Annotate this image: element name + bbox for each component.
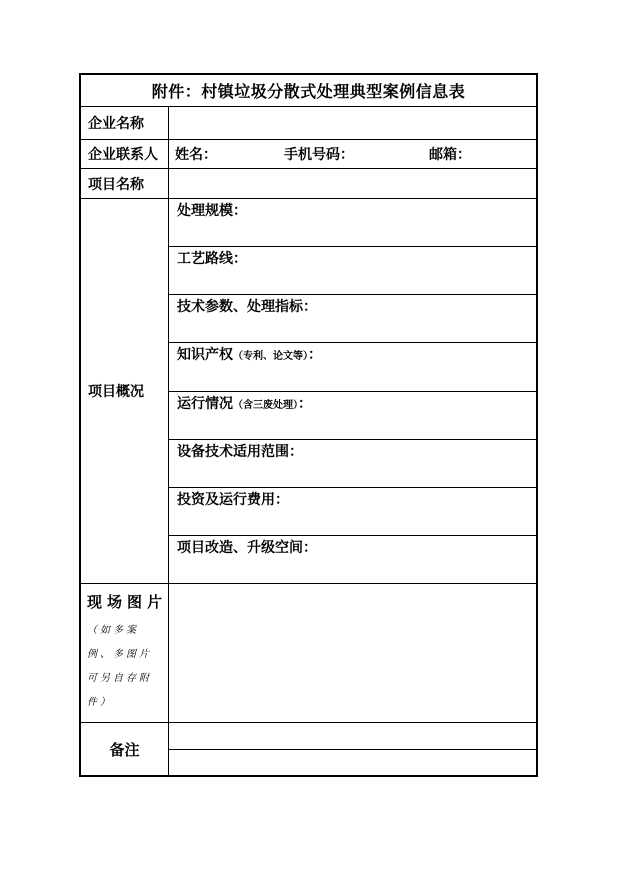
remarks-label: 备注 [81,723,169,775]
overview-label: 项目概况 [81,199,169,583]
row-remarks [81,722,536,775]
contact-name-label: 姓名： [175,148,217,163]
overview-field-label: 知识产权 [177,348,233,364]
row-project-name [81,168,536,198]
row-site-photos [81,583,536,722]
overview-field-note: （含三废处理） [233,399,298,411]
overview-field-upgrade-space[interactable] [169,535,536,583]
project-name-label: 项目名称 [81,169,169,198]
overview-field-investment-cost[interactable] [169,487,536,535]
overview-field-colon: ： [303,300,317,316]
overview-field-label: 投资及运行费用 [177,492,275,508]
contact-email-label: 邮箱： [429,148,471,163]
contact-label: 企业联系人 [81,140,169,168]
overview-field-label: 运行情况 [177,396,233,412]
row-company-contact [81,139,536,168]
case-info-form-table [79,73,538,777]
overview-field-operation[interactable] [169,391,536,439]
overview-field-note: （专利、论文等） [233,351,308,363]
overview-fields [169,199,536,583]
contact-fields-cell[interactable] [169,140,536,168]
remarks-input-cell-1[interactable] [169,723,536,749]
photos-note: （如多案例、多图片可另自存附件） [87,625,152,708]
overview-field-scale[interactable] [169,199,536,246]
remarks-cells [169,723,536,775]
overview-field-process-route[interactable] [169,246,536,294]
row-company-name [81,106,536,139]
company-name-input-cell[interactable] [169,107,536,139]
overview-field-label: 项目改造、升级空间 [177,540,303,556]
photos-label: 现场图片 [87,595,168,611]
overview-field-tech-params[interactable] [169,294,536,342]
overview-field-colon: ： [275,492,289,508]
form-title-row [81,75,536,106]
photos-label-cell [81,584,169,722]
row-project-overview [81,198,536,583]
overview-field-label: 设备技术适用范围 [177,444,289,460]
overview-field-label: 工艺路线 [177,252,233,268]
overview-field-label: 处理规模 [177,204,233,219]
overview-field-label: 技术参数、处理指标 [177,300,303,316]
company-name-label: 企业名称 [81,107,169,139]
overview-field-colon: ： [233,204,247,219]
remarks-input-cell-2[interactable] [169,749,536,776]
overview-field-colon: ： [298,396,312,412]
overview-field-colon: ： [303,540,317,556]
overview-field-colon: ： [308,348,322,364]
project-name-input-cell[interactable] [169,169,536,198]
form-title: 附件：村镇垃圾分散式处理典型案例信息表 [151,84,466,101]
overview-field-colon: ： [289,444,303,460]
overview-field-ip[interactable] [169,342,536,390]
photos-input-cell[interactable] [169,584,536,722]
overview-field-applicable-scope[interactable] [169,439,536,487]
overview-field-colon: ： [233,252,247,268]
contact-phone-label: 手机号码： [284,148,354,163]
